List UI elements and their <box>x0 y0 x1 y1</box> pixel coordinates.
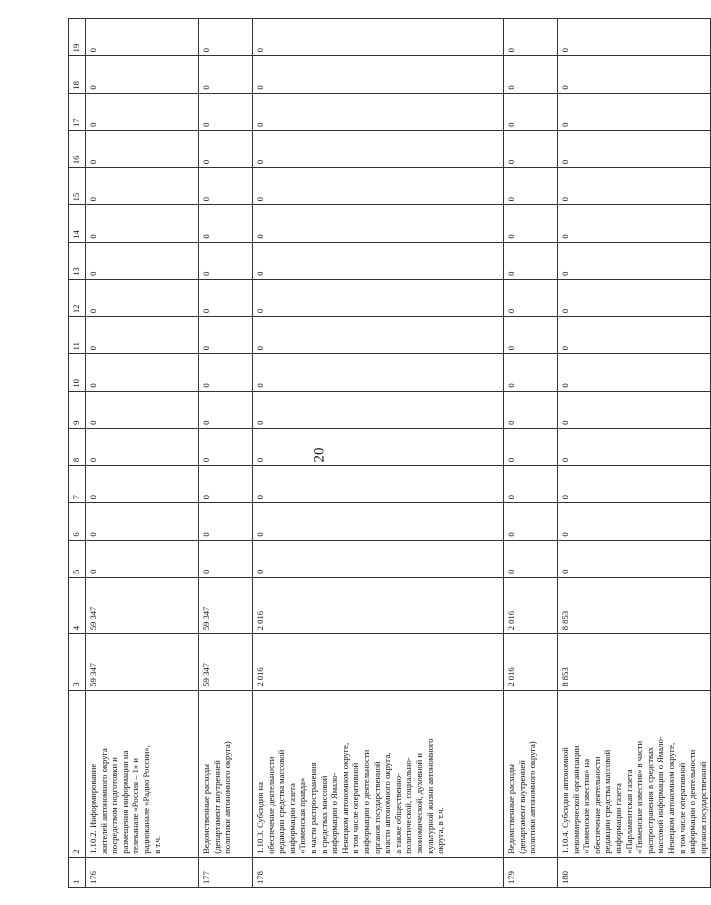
column-header: 19 <box>69 19 86 56</box>
column-header: 6 <box>69 503 86 540</box>
value-cell: 0 <box>504 354 558 391</box>
amount-cell: 59 347 <box>199 577 253 633</box>
value-cell: 0 <box>558 242 711 279</box>
value-cell: 0 <box>199 130 253 167</box>
value-cell: 0 <box>253 168 504 205</box>
value-cell: 0 <box>558 205 711 242</box>
row-number: 179 <box>504 857 558 887</box>
value-cell: 0 <box>253 317 504 354</box>
value-cell: 0 <box>199 391 253 428</box>
value-cell: 0 <box>253 354 504 391</box>
value-cell: 0 <box>558 168 711 205</box>
value-cell: 0 <box>558 540 711 577</box>
row-description: 1.10.2. Информирование жителей автономного округа посредством подготовки и размещения информации на телеканале «Россия – 1» и радиоканале «Радио России», в т.ч. <box>86 690 199 857</box>
row-description: Ведомственные расходы (департамент внутренней политики автономного округа) <box>199 690 253 857</box>
value-cell: 0 <box>504 93 558 130</box>
value-cell: 0 <box>504 168 558 205</box>
amount-cell: 59 347 <box>199 634 253 690</box>
column-header: 7 <box>69 466 86 503</box>
column-header: 5 <box>69 540 86 577</box>
column-header: 12 <box>69 279 86 316</box>
value-cell: 0 <box>504 19 558 56</box>
table-body <box>86 19 711 888</box>
value-cell: 0 <box>199 428 253 465</box>
column-header: 10 <box>69 354 86 391</box>
value-cell: 0 <box>86 279 199 316</box>
value-cell: 0 <box>504 503 558 540</box>
table-container <box>68 18 708 888</box>
row-description: 1.10.4. Субсидия автономной некоммерческой организации «Тюменские известия» на обеспечение деятельности редакции средства массовой информации газета «Парламентская газета «Тюменские известия» в части распространения в средствах массовой информации о Ямало- Ненецком автономном округе, в том числе оперативной информации о деятельности органов государственной <box>558 690 711 857</box>
value-cell: 0 <box>253 503 504 540</box>
value-cell: 0 <box>199 93 253 130</box>
value-cell: 0 <box>86 391 199 428</box>
value-cell: 0 <box>504 428 558 465</box>
value-cell: 0 <box>253 93 504 130</box>
value-cell: 0 <box>504 205 558 242</box>
value-cell: 0 <box>86 242 199 279</box>
column-header: 4 <box>69 577 86 633</box>
amount-cell: 2 016 <box>253 634 504 690</box>
value-cell: 0 <box>558 19 711 56</box>
column-header: 14 <box>69 205 86 242</box>
value-cell: 0 <box>199 205 253 242</box>
column-header: 8 <box>69 428 86 465</box>
value-cell: 0 <box>558 56 711 93</box>
amount-cell: 8 853 <box>558 577 711 633</box>
value-cell: 0 <box>86 540 199 577</box>
header-row <box>69 19 86 888</box>
value-cell: 0 <box>199 56 253 93</box>
value-cell: 0 <box>199 466 253 503</box>
table-row <box>504 19 558 888</box>
value-cell: 0 <box>86 168 199 205</box>
amount-cell: 59 347 <box>86 577 199 633</box>
value-cell: 0 <box>253 56 504 93</box>
value-cell: 0 <box>558 391 711 428</box>
value-cell: 0 <box>86 19 199 56</box>
page-number: 20 <box>311 447 328 463</box>
value-cell: 0 <box>199 317 253 354</box>
value-cell: 0 <box>253 242 504 279</box>
value-cell: 0 <box>504 56 558 93</box>
value-cell: 0 <box>199 354 253 391</box>
table-row <box>199 19 253 888</box>
column-header: 1 <box>69 857 86 887</box>
value-cell: 0 <box>86 205 199 242</box>
column-header: 3 <box>69 634 86 690</box>
row-number: 180 <box>558 857 711 887</box>
value-cell: 0 <box>86 93 199 130</box>
table-row <box>253 19 504 888</box>
value-cell: 0 <box>253 540 504 577</box>
column-header: 17 <box>69 93 86 130</box>
value-cell: 0 <box>504 130 558 167</box>
value-cell: 0 <box>199 168 253 205</box>
value-cell: 0 <box>86 466 199 503</box>
value-cell: 0 <box>86 428 199 465</box>
value-cell: 0 <box>558 466 711 503</box>
row-description: Ведомственные расходы (департамент внутренней политики автономного округа) <box>504 690 558 857</box>
column-header: 16 <box>69 130 86 167</box>
value-cell: 0 <box>253 205 504 242</box>
value-cell: 0 <box>253 279 504 316</box>
row-number: 177 <box>199 857 253 887</box>
value-cell: 0 <box>253 19 504 56</box>
value-cell: 0 <box>199 19 253 56</box>
value-cell: 0 <box>253 391 504 428</box>
amount-cell: 2 016 <box>504 634 558 690</box>
column-header: 18 <box>69 56 86 93</box>
table-row <box>558 19 711 888</box>
value-cell: 0 <box>558 354 711 391</box>
value-cell: 0 <box>86 354 199 391</box>
value-cell: 0 <box>199 279 253 316</box>
value-cell: 0 <box>253 428 504 465</box>
column-header: 9 <box>69 391 86 428</box>
budget-table <box>68 18 711 888</box>
row-number: 176 <box>86 857 199 887</box>
value-cell: 0 <box>558 279 711 316</box>
amount-cell: 59 347 <box>86 634 199 690</box>
amount-cell: 8 853 <box>558 634 711 690</box>
value-cell: 0 <box>253 130 504 167</box>
value-cell: 0 <box>504 317 558 354</box>
value-cell: 0 <box>86 317 199 354</box>
value-cell: 0 <box>558 503 711 540</box>
value-cell: 0 <box>504 466 558 503</box>
value-cell: 0 <box>504 242 558 279</box>
value-cell: 0 <box>558 93 711 130</box>
column-header: 13 <box>69 242 86 279</box>
value-cell: 0 <box>558 428 711 465</box>
value-cell: 0 <box>504 540 558 577</box>
value-cell: 0 <box>558 317 711 354</box>
column-header: 11 <box>69 317 86 354</box>
row-description: 1.10.3. Субсидия на обеспечение деятельности редакции средства массовой информации газета «Тюменская правда» в части распространения в средствах массовой информации о Ямало- Ненецком автономном округе, в том числе оперативной информации о деятельности органов государственной власти автономного округа, а также общественно- политической, социально- экономической, духовной и культурной жизни автономного округа, в т.ч. <box>253 690 504 857</box>
amount-cell: 2 016 <box>504 577 558 633</box>
value-cell: 0 <box>86 503 199 540</box>
table-row <box>86 19 199 888</box>
column-header: 15 <box>69 168 86 205</box>
value-cell: 0 <box>199 503 253 540</box>
value-cell: 0 <box>86 56 199 93</box>
amount-cell: 2 016 <box>253 577 504 633</box>
value-cell: 0 <box>504 391 558 428</box>
row-number: 178 <box>253 857 504 887</box>
value-cell: 0 <box>199 540 253 577</box>
value-cell: 0 <box>558 130 711 167</box>
value-cell: 0 <box>86 130 199 167</box>
value-cell: 0 <box>199 242 253 279</box>
value-cell: 0 <box>504 279 558 316</box>
column-header: 2 <box>69 690 86 857</box>
value-cell: 0 <box>253 466 504 503</box>
